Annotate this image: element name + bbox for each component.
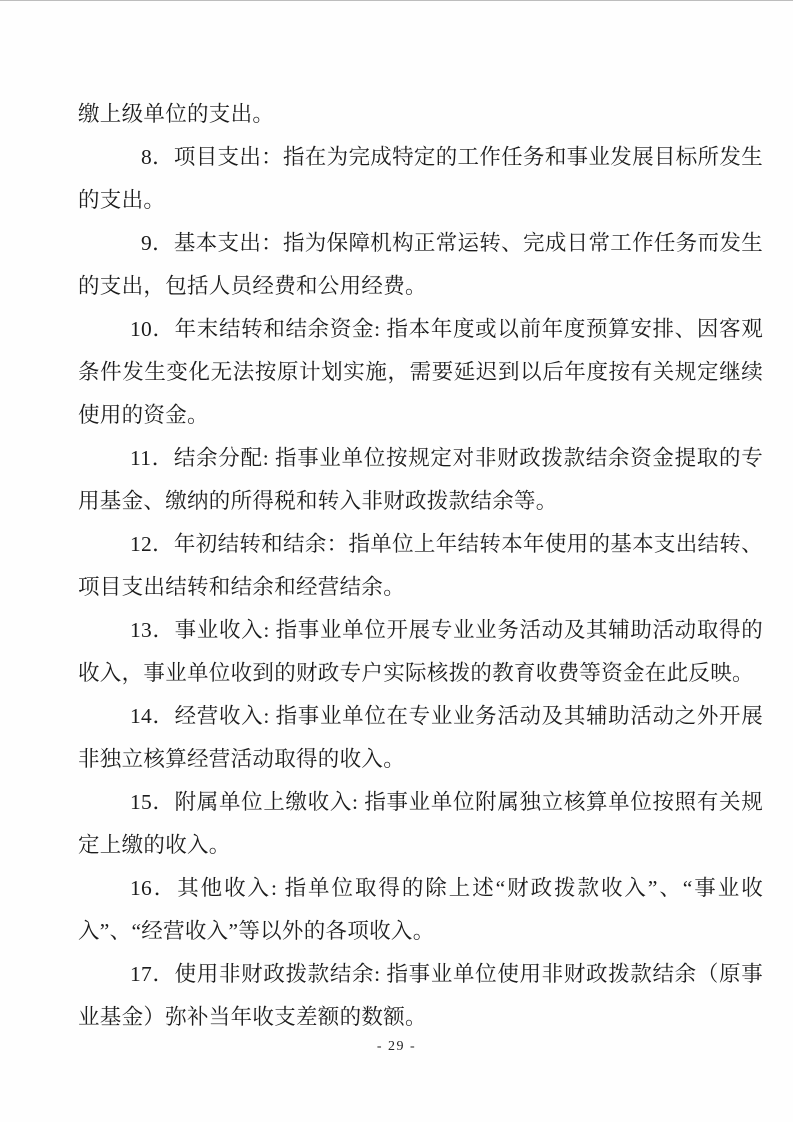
text-line: 10．年末结转和结余资金: 指本年度或以前年度预算安排、因客观: [130, 317, 763, 341]
text-line: 用基金、缴纳的所得税和转入非财政拨款结余等。: [78, 489, 558, 513]
text-line: 定上缴的收入。: [78, 833, 231, 857]
text-line: 的支出，包括人员经费和公用经费。: [78, 274, 427, 298]
text-line: 入”、“经营收入”等以外的各项收入。: [78, 919, 435, 943]
text-line: 使用的资金。: [78, 403, 209, 427]
text-line: 非独立核算经营活动取得的收入。: [78, 747, 406, 771]
text-line: 8．项目支出：指在为完成特定的工作任务和事业发展目标所发生: [141, 145, 763, 169]
text-line: 16．其他收入: 指单位取得的除上述“财政拨款收入”、“事业收: [130, 876, 763, 900]
text-line: 9．基本支出：指为保障机构正常运转、完成日常工作任务而发生: [141, 231, 763, 255]
document-body: [78, 93, 763, 1039]
text-line: 业基金）弥补当年收支差额的数额。: [78, 1005, 427, 1029]
text-line: 11．结余分配: 指事业单位按规定对非财政拨款结余资金提取的专: [130, 446, 763, 470]
text-line: 收入，事业单位收到的财政专户实际核拨的教育收费等资金在此反映。: [78, 661, 754, 685]
text-line: 15．附属单位上缴收入: 指事业单位附属独立核算单位按照有关规: [130, 790, 763, 814]
page-number: - 29 -: [376, 1039, 417, 1054]
text-line: 缴上级单位的支出。: [78, 102, 275, 126]
text-line: 17．使用非财政拨款结余: 指事业单位使用非财政拨款结余（原事: [130, 962, 763, 986]
text-line: 条件发生变化无法按原计划实施，需要延迟到以后年度按有关规定继续: [78, 360, 763, 384]
text-line: 13．事业收入: 指事业单位开展专业业务活动及其辅助活动取得的: [130, 618, 763, 642]
text-line: 的支出。: [78, 188, 166, 212]
text-line: 12．年初结转和结余：指单位上年结转本年使用的基本支出结转、: [130, 532, 763, 556]
scan-edge-artifact: [0, 0, 793, 1]
text-line: 14．经营收入: 指事业单位在专业业务活动及其辅助活动之外开展: [130, 704, 763, 728]
text-line: 项目支出结转和结余和经营结余。: [78, 575, 406, 599]
